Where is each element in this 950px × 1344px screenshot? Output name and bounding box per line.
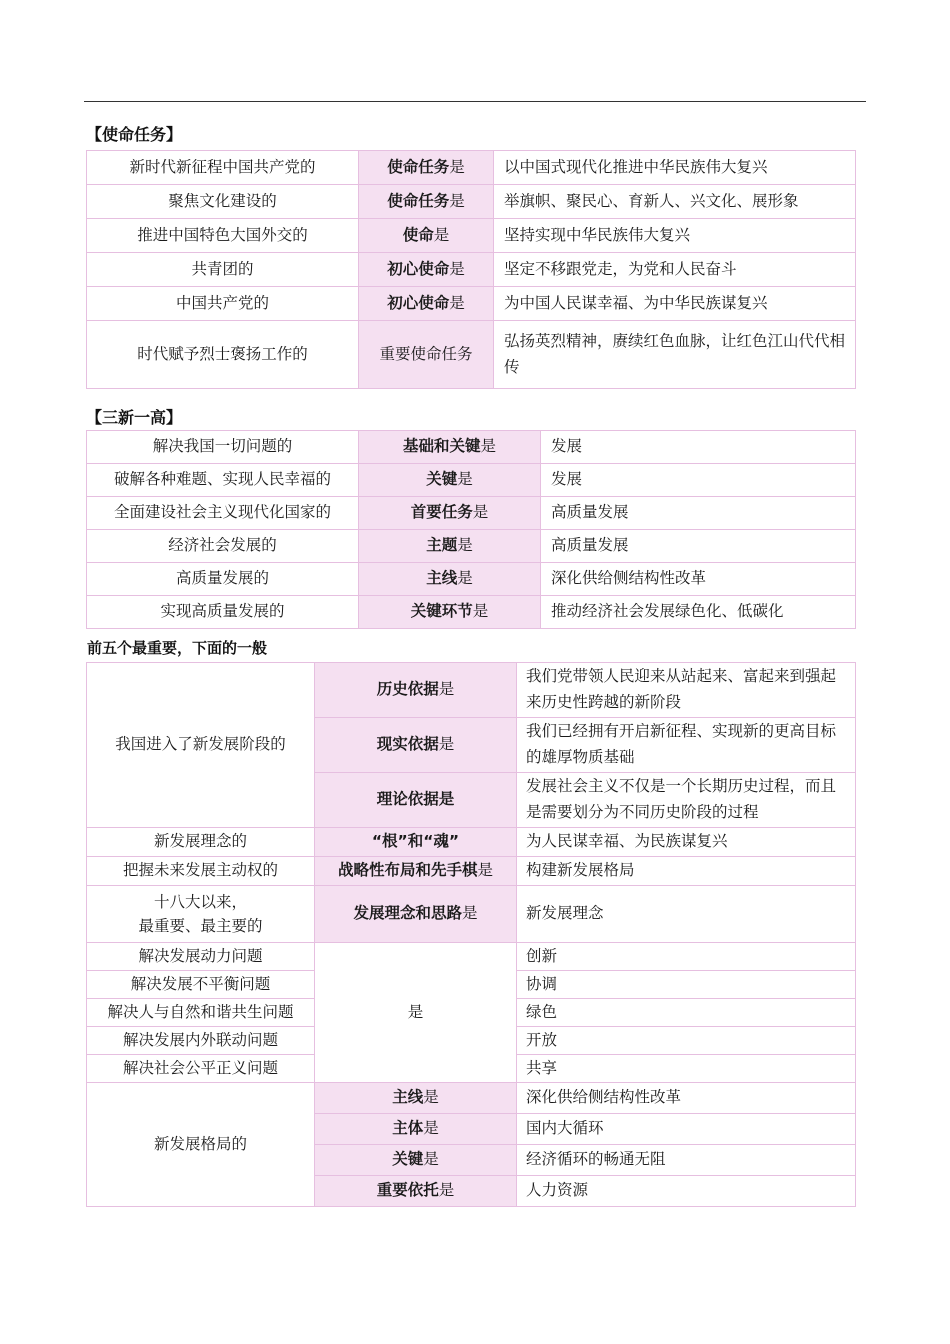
keyword-suffix: 是: [457, 470, 473, 489]
subject-cell: 推进中国特色大国外交的: [87, 219, 359, 253]
table-row: [87, 828, 856, 857]
keyword-suffix: 是: [477, 861, 494, 880]
development-table: [86, 662, 856, 1207]
keyword: 战略性布局和先手棋: [337, 861, 478, 880]
subject-cell: 解决发展动力问题: [87, 943, 315, 971]
table-row: [87, 596, 856, 629]
keyword: 初心使命: [387, 259, 450, 278]
content-cell: 以中国式现代化推进中华民族伟大复兴: [494, 151, 856, 185]
keyword-suffix: 是: [472, 503, 489, 522]
subject-cell: 高质量发展的: [87, 563, 359, 596]
subject-cell: 解决人与自然和谐共生问题: [87, 999, 315, 1027]
subject-cell: 解决我国一切问题的: [87, 431, 359, 464]
content-cell: 协调: [517, 971, 856, 999]
keyword-cell: [315, 1083, 517, 1114]
keyword-cell: [315, 886, 517, 943]
subject-cell: 全面建设社会主义现代化国家的: [87, 497, 359, 530]
keyword: 关键: [392, 1150, 424, 1169]
header-rule: [84, 101, 866, 102]
content-cell: 人力资源: [517, 1176, 856, 1207]
content-cell: 举旗帜、聚民心、育新人、兴文化、展形象: [494, 185, 856, 219]
content-cell: 构建新发展格局: [517, 857, 856, 886]
keyword: 主线: [426, 569, 458, 588]
keyword: 使命任务: [387, 157, 450, 176]
keyword-cell: [359, 185, 494, 219]
keyword-cell: [315, 663, 517, 718]
subject-cell: 解决发展不平衡问题: [87, 971, 315, 999]
subject-line: 最重要、最主要的: [138, 917, 263, 935]
table-row: [87, 1083, 856, 1114]
mission-table: [86, 150, 856, 389]
keyword-cell: [315, 1114, 517, 1145]
table-row: [87, 151, 856, 185]
keyword: 发展理念和思路: [353, 904, 462, 923]
subject-cell: [87, 886, 315, 943]
content-cell: 弘扬英烈精神，赓续红色血脉，让红色江山代代相传: [494, 321, 856, 389]
keyword-suffix: 是: [457, 536, 473, 555]
keyword-cell: [315, 828, 517, 857]
subject-cell: 时代赋予烈士褒扬工作的: [87, 321, 359, 389]
table-row: [87, 857, 856, 886]
table-row: [87, 253, 856, 287]
keyword-cell: 是: [315, 943, 517, 1083]
content-cell: 国内大循环: [517, 1114, 856, 1145]
subject-cell: 新发展格局的: [87, 1083, 315, 1207]
section-heading-mission: 【使命任务】: [86, 125, 183, 144]
content-cell: 坚定不移跟党走，为党和人民奋斗: [494, 253, 856, 287]
keyword: 主题: [426, 536, 458, 555]
keyword-cell: [315, 1145, 517, 1176]
content-cell: 绿色: [517, 999, 856, 1027]
keyword-suffix: 是: [438, 680, 455, 699]
table-row: [87, 943, 856, 971]
keyword-suffix: 是: [438, 1181, 455, 1200]
subject-line: 十八大以来，: [153, 892, 247, 911]
subject-cell: 解决发展内外联动问题: [87, 1027, 315, 1055]
keyword-cell: [359, 219, 494, 253]
keyword-suffix: 重要使命任务: [379, 344, 473, 363]
table-row: [87, 563, 856, 596]
keyword-cell: [315, 718, 517, 773]
keyword-suffix: 是: [449, 293, 465, 312]
subject-cell: 解决社会公平正义问题: [87, 1055, 315, 1083]
subject-cell: 我国进入了新发展阶段的: [87, 663, 315, 828]
subject-cell: 共青团的: [87, 253, 359, 287]
subject-cell: 新发展理念的: [87, 828, 315, 857]
keyword-suffix: 是: [449, 259, 465, 278]
content-cell: 发展: [541, 431, 856, 464]
table-row: [87, 464, 856, 497]
keyword: 初心使命: [387, 293, 450, 312]
content-cell: 为人民谋幸福、为民族谋复兴: [517, 828, 856, 857]
keyword: 理论依据是: [376, 790, 455, 809]
table-row: [87, 287, 856, 321]
content-cell: 发展: [541, 464, 856, 497]
priority-note: 前五个最重要，下面的一般: [87, 639, 268, 657]
keyword: 主线: [392, 1088, 424, 1107]
table-row: [87, 663, 856, 718]
subject-cell: 破解各种难题、实现人民幸福的: [87, 464, 359, 497]
keyword-suffix: 是: [449, 191, 465, 210]
table-row: [87, 321, 856, 389]
keyword: “根”和“魂”: [371, 832, 460, 851]
table-row: [87, 185, 856, 219]
content-cell: 创新: [517, 943, 856, 971]
keyword-suffix: 是: [480, 437, 497, 456]
subject-cell: 把握未来发展主动权的: [87, 857, 315, 886]
content-cell: 新发展理念: [517, 886, 856, 943]
keyword-suffix: 是: [472, 602, 489, 621]
keyword-cell: [359, 321, 494, 389]
keyword: 重要依托: [376, 1181, 439, 1200]
keyword-cell: [359, 253, 494, 287]
keyword-cell: [359, 151, 494, 185]
keyword-cell: [359, 464, 541, 497]
content-cell: 坚持实现中华民族伟大复兴: [494, 219, 856, 253]
keyword-cell: [359, 563, 541, 596]
keyword-suffix: 是: [438, 735, 455, 754]
keyword-cell: [359, 530, 541, 563]
content-cell: 共享: [517, 1055, 856, 1083]
content-cell: 发展社会主义不仅是一个长期历史过程，而且是需要划分为不同历史阶段的过程: [517, 773, 856, 828]
table-row: [87, 431, 856, 464]
keyword-suffix: 是: [423, 1150, 439, 1169]
keyword-suffix: 是: [423, 1088, 439, 1107]
content-cell: 我们已经拥有开启新征程、实现新的更高目标的雄厚物质基础: [517, 718, 856, 773]
subject-cell: 经济社会发展的: [87, 530, 359, 563]
table-row: [87, 497, 856, 530]
keyword-cell: [315, 773, 517, 828]
keyword-cell: [315, 857, 517, 886]
table-row: [87, 886, 856, 943]
keyword-cell: [359, 431, 541, 464]
keyword-suffix: 是: [423, 1119, 439, 1138]
table-row: [87, 530, 856, 563]
content-cell: 深化供给侧结构性改革: [517, 1083, 856, 1114]
keyword-cell: [315, 1176, 517, 1207]
content-cell: 我们党带领人民迎来从站起来、富起来到强起来历史性跨越的新阶段: [517, 663, 856, 718]
keyword: 关键: [426, 470, 458, 489]
table-row: [87, 219, 856, 253]
subject-cell: 聚焦文化建设的: [87, 185, 359, 219]
keyword-cell: [359, 287, 494, 321]
content-cell: 为中国人民谋幸福、为中华民族谋复兴: [494, 287, 856, 321]
subject-cell: 实现高质量发展的: [87, 596, 359, 629]
content-cell: 高质量发展: [541, 530, 856, 563]
keyword-suffix: 是: [433, 225, 450, 244]
keyword-cell: [359, 497, 541, 530]
keyword: 使命任务: [387, 191, 450, 210]
keyword: 关键环节: [410, 602, 473, 621]
content-cell: 经济循环的畅通无阻: [517, 1145, 856, 1176]
keyword-suffix: 是: [449, 157, 465, 176]
subject-cell: 新时代新征程中国共产党的: [87, 151, 359, 185]
content-cell: 开放: [517, 1027, 856, 1055]
section-heading-sanxin: 【三新一高】: [86, 408, 183, 427]
subject-cell: 中国共产党的: [87, 287, 359, 321]
keyword: 首要任务: [410, 503, 473, 522]
keyword: 主体: [392, 1119, 424, 1138]
keyword-suffix: 是: [462, 904, 478, 923]
content-cell: 高质量发展: [541, 497, 856, 530]
content-cell: 深化供给侧结构性改革: [541, 563, 856, 596]
keyword: 基础和关键: [402, 437, 481, 456]
content-cell: 推动经济社会发展绿色化、低碳化: [541, 596, 856, 629]
keyword: 现实依据: [376, 735, 439, 754]
keyword: 历史依据: [376, 680, 439, 699]
keyword-suffix: 是: [457, 569, 473, 588]
keyword: 使命: [402, 225, 434, 244]
keyword-cell: [359, 596, 541, 629]
sanxin-table: [86, 430, 856, 629]
